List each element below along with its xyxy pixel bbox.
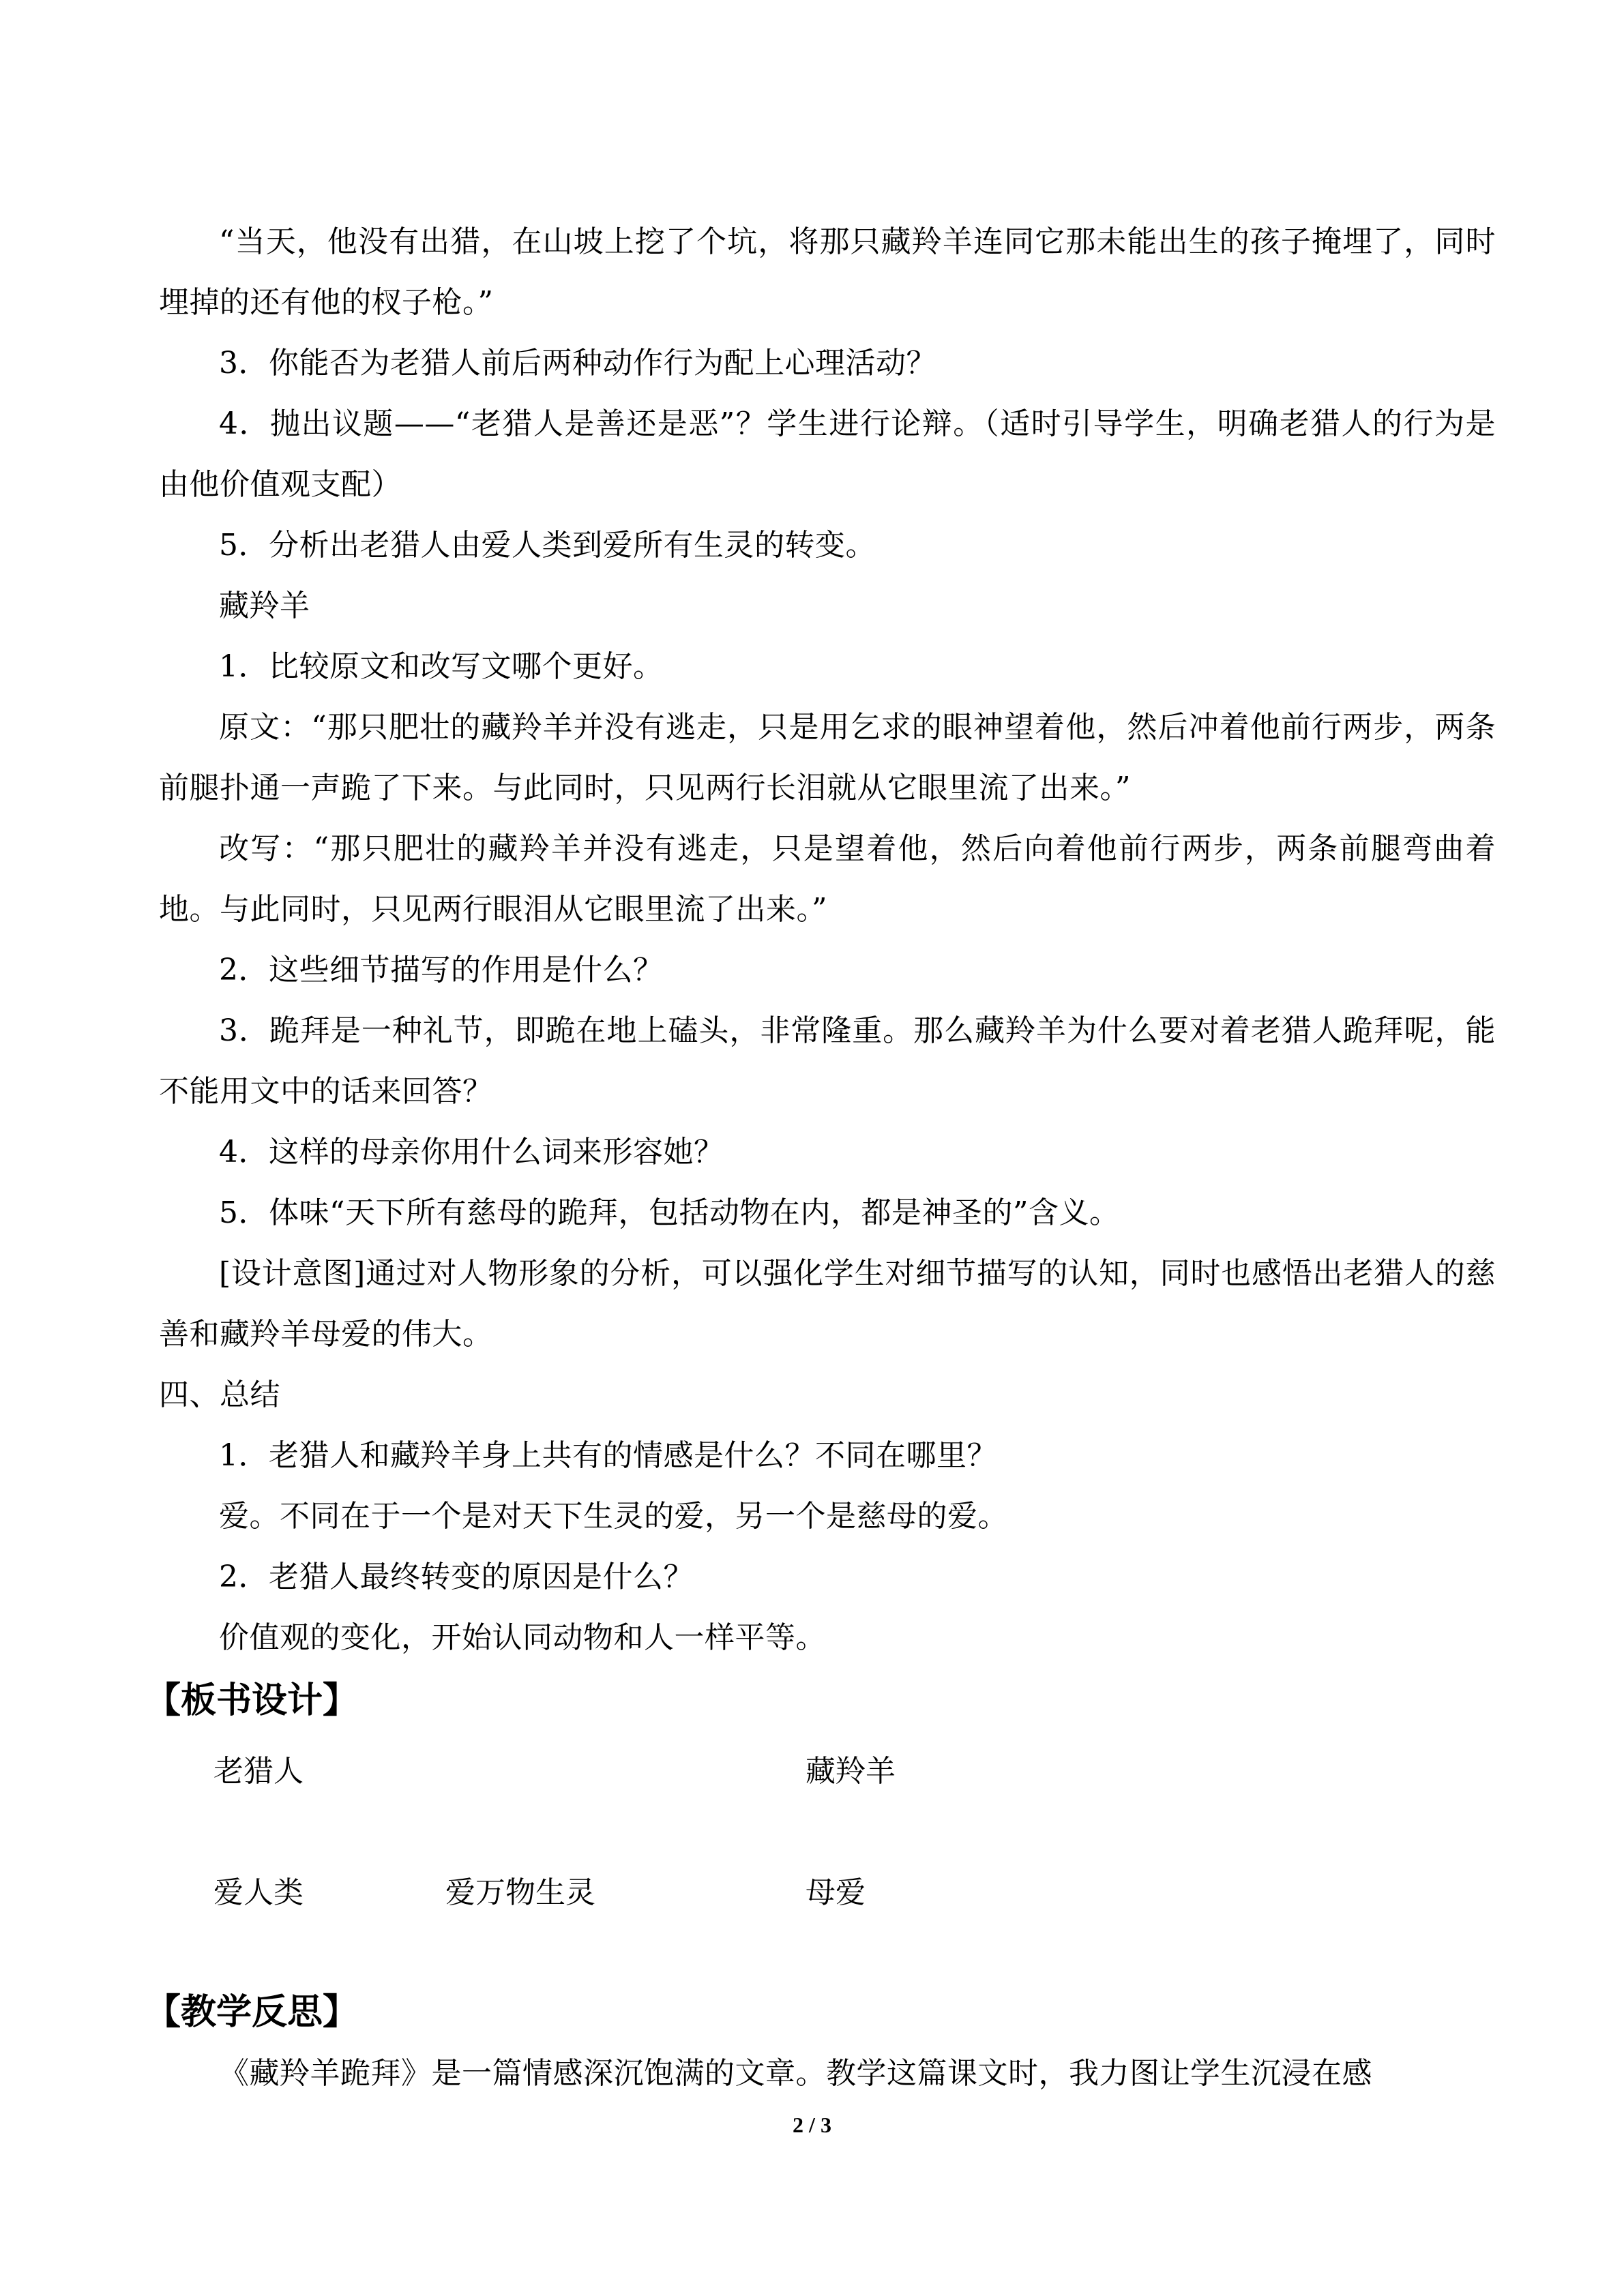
board-design — [159, 1731, 1496, 1980]
paragraph-summary-1: 1．老猎人和藏羚羊身上共有的情感是什么？不同在哪里？ — [219, 1438, 997, 1473]
paragraph-question-3: 3．你能否为老猎人前后两种动作行为配上心理活动？ — [219, 346, 936, 381]
paragraph-summary-answer-2: 价值观的变化，开始认同动物和人一样平等。 — [219, 1620, 826, 1655]
paragraph-question-5: 5．分析出老猎人由爱人类到爱所有生灵的转变。 — [219, 528, 876, 563]
heading-board-design: 【板书设计】 — [145, 1680, 359, 1721]
heading-teaching-reflection: 【教学反思】 — [145, 1992, 359, 2033]
paragraph-design-intent: [设计意图]通过对人物形象的分析，可以强化学生对细节描写的认知，同时也感悟出老猎人的慈善和藏羚羊母爱的伟大。 — [159, 1256, 1496, 1352]
paragraph-summary-answer-1: 爱。不同在于一个是对天下生灵的爱，另一个是慈母的爱。 — [219, 1499, 1008, 1534]
section-summary-title: 四、总结 — [159, 1377, 280, 1412]
paragraph-summary-2: 2．老猎人最终转变的原因是什么？ — [219, 1560, 694, 1594]
board-love-all-beings: 爱万物生灵 — [445, 1875, 595, 1910]
page-content — [145, 211, 1496, 2104]
board-old-hunter: 老猎人 — [213, 1754, 304, 1789]
page-number: 2 / 3 — [793, 2113, 831, 2137]
board-antelope: 藏羚羊 — [806, 1754, 896, 1789]
board-maternal-love: 母爱 — [806, 1875, 866, 1910]
paragraph-original-text: 原文：“那只肥壮的藏羚羊并没有逃走，只是用乞求的眼神望着他，然后冲着他前行两步，两条前腿扑通一声跪了下来。与此同时，只见两行长泪就从它眼里流了出来。” — [159, 710, 1496, 805]
paragraph-antelope-5: 5．体味“天下所有慈母的跪拜，包括动物在内，都是神圣的”含义。 — [219, 1195, 1120, 1230]
paragraph-antelope-1: 1．比较原文和改写文哪个更好。 — [219, 649, 664, 684]
board-love-humans: 爱人类 — [213, 1875, 304, 1910]
paragraph-antelope-2: 2．这些细节描写的作用是什么？ — [219, 953, 664, 987]
paragraph-quote-burial: “当天，他没有出猎，在山坡上挖了个坑，将那只藏羚羊连同它那未能出生的孩子掩埋了，同时埋掉的还有他的杈子枪。” — [159, 224, 1496, 320]
paragraph-antelope-3: 3．跪拜是一种礼节，即跪在地上磕头，非常隆重。那么藏羚羊为什么要对着老猎人跪拜呢，能不能用文中的话来回答？ — [159, 1013, 1496, 1109]
paragraph-antelope-4: 4．这样的母亲你用什么词来形容她？ — [219, 1135, 724, 1169]
paragraph-reflection: 《藏羚羊跪拜》是一篇情感深沉饱满的文章。教学这篇课文时，我力图让学生沉浸在感 — [219, 2056, 1372, 2091]
paragraph-question-4: 4．抛出议题——“老猎人是善还是恶”？学生进行论辩。（适时引导学生，明确老猎人的行为是由他价值观支配） — [159, 406, 1496, 502]
paragraph-rewritten-text: 改写：“那只肥壮的藏羚羊并没有逃走，只是望着他，然后向着他前行两步，两条前腿弯曲着地。与此同时，只见两行眼泪从它眼里流了出来。” — [159, 831, 1496, 927]
subheading-antelope: 藏羚羊 — [219, 588, 310, 623]
